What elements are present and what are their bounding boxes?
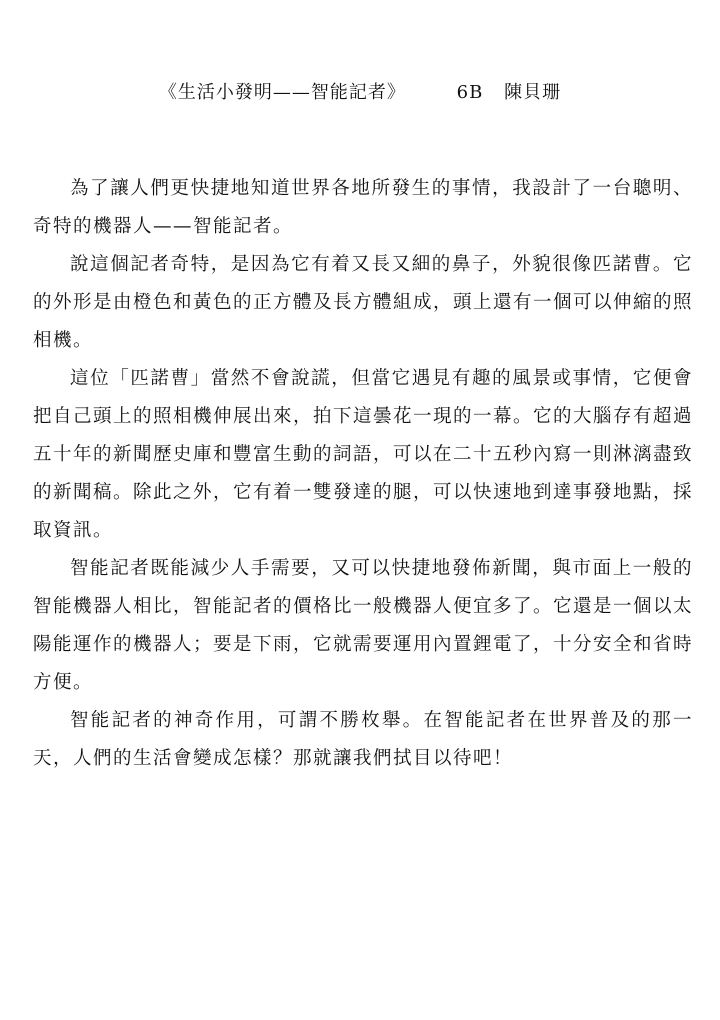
author-name: 陳貝珊 xyxy=(504,82,562,103)
paragraph: 為了讓人們更快捷地知道世界各地所發生的事情，我設計了一台聰明、奇特的機器人——智能記者。 xyxy=(33,178,693,237)
class-label: 6B xyxy=(456,82,484,103)
essay-title: 《生活小發明——智能記者》 xyxy=(158,82,406,103)
essay-body xyxy=(33,170,693,778)
paragraph: 說這個記者奇特，是因為它有着又長又細的鼻子，外貌很像匹諾曹。它的外形是由橙色和黃色的正方體及長方體組成，頭上還有一個可以伸縮的照相機。 xyxy=(33,254,694,351)
paragraph: 這位「匹諾曹」當然不會說謊，但當它遇見有趣的風景或事情，它便會把自己頭上的照相機伸展出來，拍下這曇花一現的一幕。它的大腦存有超過五十年的新聞歷史庫和豐富生動的詞語，可以在二十五秒內寫一則淋漓盡致的新聞稿。除此之外，它有着一雙發達的腿，可以快速地到達事發地點，採取資訊。 xyxy=(33,368,694,541)
title-row xyxy=(0,78,720,104)
paragraph: 智能記者既能減少人手需要，又可以快捷地發佈新聞，與市面上一般的智能機器人相比，智能記者的價格比一般機器人便宜多了。它還是一個以太陽能運作的機器人；要是下雨，它就需要運用內置鋰電了，十分安全和省時方便。 xyxy=(33,558,694,693)
paragraph: 智能記者的神奇作用，可謂不勝枚舉。在智能記者在世界普及的那一天，人們的生活會變成怎樣？那就讓我們拭目以待吧！ xyxy=(33,710,693,769)
